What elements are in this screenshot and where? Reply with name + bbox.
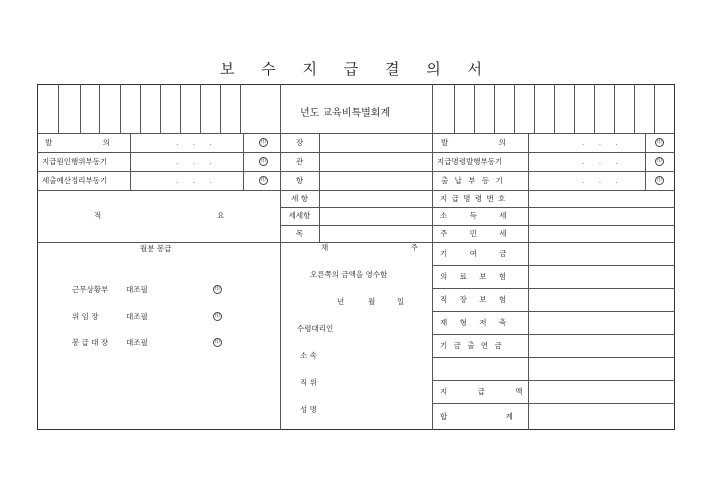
salary-item-suffix: 대조필 xyxy=(126,285,148,294)
grid-line xyxy=(220,84,221,133)
grid-line xyxy=(432,403,675,404)
grid-line xyxy=(432,311,675,312)
grid-line xyxy=(432,288,675,289)
grid-line xyxy=(614,84,615,133)
salary-item-label: 위 임 장 xyxy=(72,312,99,321)
contribution-label: 기 여 금 xyxy=(440,249,517,258)
total-label: 합 계 xyxy=(440,412,541,421)
seal-icon: 印 xyxy=(214,313,220,319)
left-date-1: . . . xyxy=(176,138,218,147)
receipt-title: 채 주 xyxy=(321,243,458,252)
document-title: 보 수 지 급 결 의 서 xyxy=(219,60,494,78)
grid-line xyxy=(37,242,280,243)
left-date-3: . . . xyxy=(176,176,218,185)
seal-icon: 印 xyxy=(656,177,662,183)
right-date-1: . . . xyxy=(582,138,624,147)
grid-line xyxy=(432,152,675,153)
left-budget-label: 세출예산정리부동기 xyxy=(42,176,108,185)
column-divider-right xyxy=(432,133,433,430)
right-proposal-label: 발 의 xyxy=(441,138,530,147)
income-tax-label: 소 득 세 xyxy=(440,211,517,220)
position-label: 직 위 xyxy=(300,378,317,387)
grid-line xyxy=(654,84,655,133)
grid-line xyxy=(574,84,575,133)
salary-item-label: 근무상황부 xyxy=(72,285,109,294)
grid-line xyxy=(280,152,432,153)
header-center-title: 년도 교육비특별회계 xyxy=(300,108,391,119)
grid-line xyxy=(99,84,100,133)
grid-line xyxy=(280,190,432,191)
sehang-label: 세 항 xyxy=(291,194,308,203)
grid-line xyxy=(528,133,529,430)
salary-item-label: 봉 급 대 장 xyxy=(72,338,109,347)
summary-label-1: 적 xyxy=(94,211,102,220)
mok-label: 목 xyxy=(295,229,304,238)
seal-icon: 印 xyxy=(656,158,662,164)
grid-line xyxy=(280,171,432,172)
medical-insurance-label: 의 료 보 험 xyxy=(440,272,512,281)
right-payment-order-label: 지급명령발행부동기 xyxy=(437,157,503,166)
right-date-2: . . . xyxy=(582,157,624,166)
grid-line xyxy=(37,190,280,191)
workplace-insurance-label: 직 장 보 험 xyxy=(440,295,512,304)
grid-line xyxy=(634,84,635,133)
savings-label: 재 형 저 축 xyxy=(440,318,512,327)
name-label: 성 명 xyxy=(300,405,317,414)
grid-line xyxy=(432,190,675,191)
proxy-label: 수령대리인 xyxy=(297,324,334,333)
grid-line xyxy=(645,133,646,190)
sesehang-label: 세세항 xyxy=(288,211,311,220)
grid-line xyxy=(432,171,675,172)
grid-line xyxy=(280,84,281,133)
right-cashbook-label: 출 납 부 등 기 xyxy=(441,176,505,185)
payment-amount-label: 지 급 액 xyxy=(440,387,537,396)
seal-icon: 印 xyxy=(656,139,662,145)
grid-line xyxy=(120,84,121,133)
seal-icon: 印 xyxy=(260,158,266,164)
grid-line xyxy=(240,84,241,133)
left-payment-cause-label: 지급원인행위부동기 xyxy=(42,157,108,166)
grid-line xyxy=(594,84,595,133)
fund-contribution-label: 기 금 출 연 금 xyxy=(440,341,504,350)
date-day: 일 xyxy=(397,297,405,306)
affiliation-label: 소 속 xyxy=(300,351,317,360)
form-frame xyxy=(37,84,675,430)
grid-line xyxy=(280,225,432,226)
grid-line xyxy=(534,84,535,133)
header-bottom-line xyxy=(37,133,675,134)
grid-line xyxy=(494,84,495,133)
grid-line xyxy=(200,84,201,133)
grid-line xyxy=(80,84,81,133)
right-date-3: . . . xyxy=(582,176,624,185)
grid-line xyxy=(514,84,515,133)
grid-line xyxy=(58,84,59,133)
grid-line xyxy=(554,84,555,133)
summary-label-2: 요 xyxy=(217,211,225,220)
seal-icon: 印 xyxy=(260,139,266,145)
grid-line xyxy=(432,84,433,133)
salary-item-suffix: 대조필 xyxy=(126,312,148,321)
grid-line xyxy=(432,265,675,266)
jang-label: 장 xyxy=(295,138,304,147)
left-date-2: . . . xyxy=(176,157,218,166)
grid-line xyxy=(474,84,475,133)
left-proposal-label: 발 의 xyxy=(45,138,134,147)
grid-line xyxy=(243,133,244,190)
seal-icon: 印 xyxy=(260,177,266,183)
date-month: 월 xyxy=(368,297,376,306)
grid-line xyxy=(160,84,161,133)
seal-icon: 印 xyxy=(214,339,220,345)
resident-tax-label: 주 민 세 xyxy=(440,229,517,238)
grid-line xyxy=(140,84,141,133)
grid-line xyxy=(432,380,675,381)
grid-line xyxy=(432,334,675,335)
hang-label: 항 xyxy=(295,176,304,185)
gwan-label: 관 xyxy=(295,157,304,166)
grid-line xyxy=(180,84,181,133)
grid-line xyxy=(432,207,675,208)
grid-line xyxy=(432,225,675,226)
salary-item-suffix: 대조필 xyxy=(126,338,148,347)
grid-line xyxy=(432,357,675,358)
seal-icon: 印 xyxy=(214,286,220,292)
grid-line xyxy=(432,242,675,243)
grid-line xyxy=(454,84,455,133)
date-year: 년 xyxy=(337,297,345,306)
receipt-line: 오른쪽의 금액을 영수함 xyxy=(310,270,388,279)
salary-label: 월분 봉급 xyxy=(140,244,172,253)
payment-order-number-label: 지 급 명 령 번 호 xyxy=(440,194,507,203)
grid-line xyxy=(280,207,432,208)
